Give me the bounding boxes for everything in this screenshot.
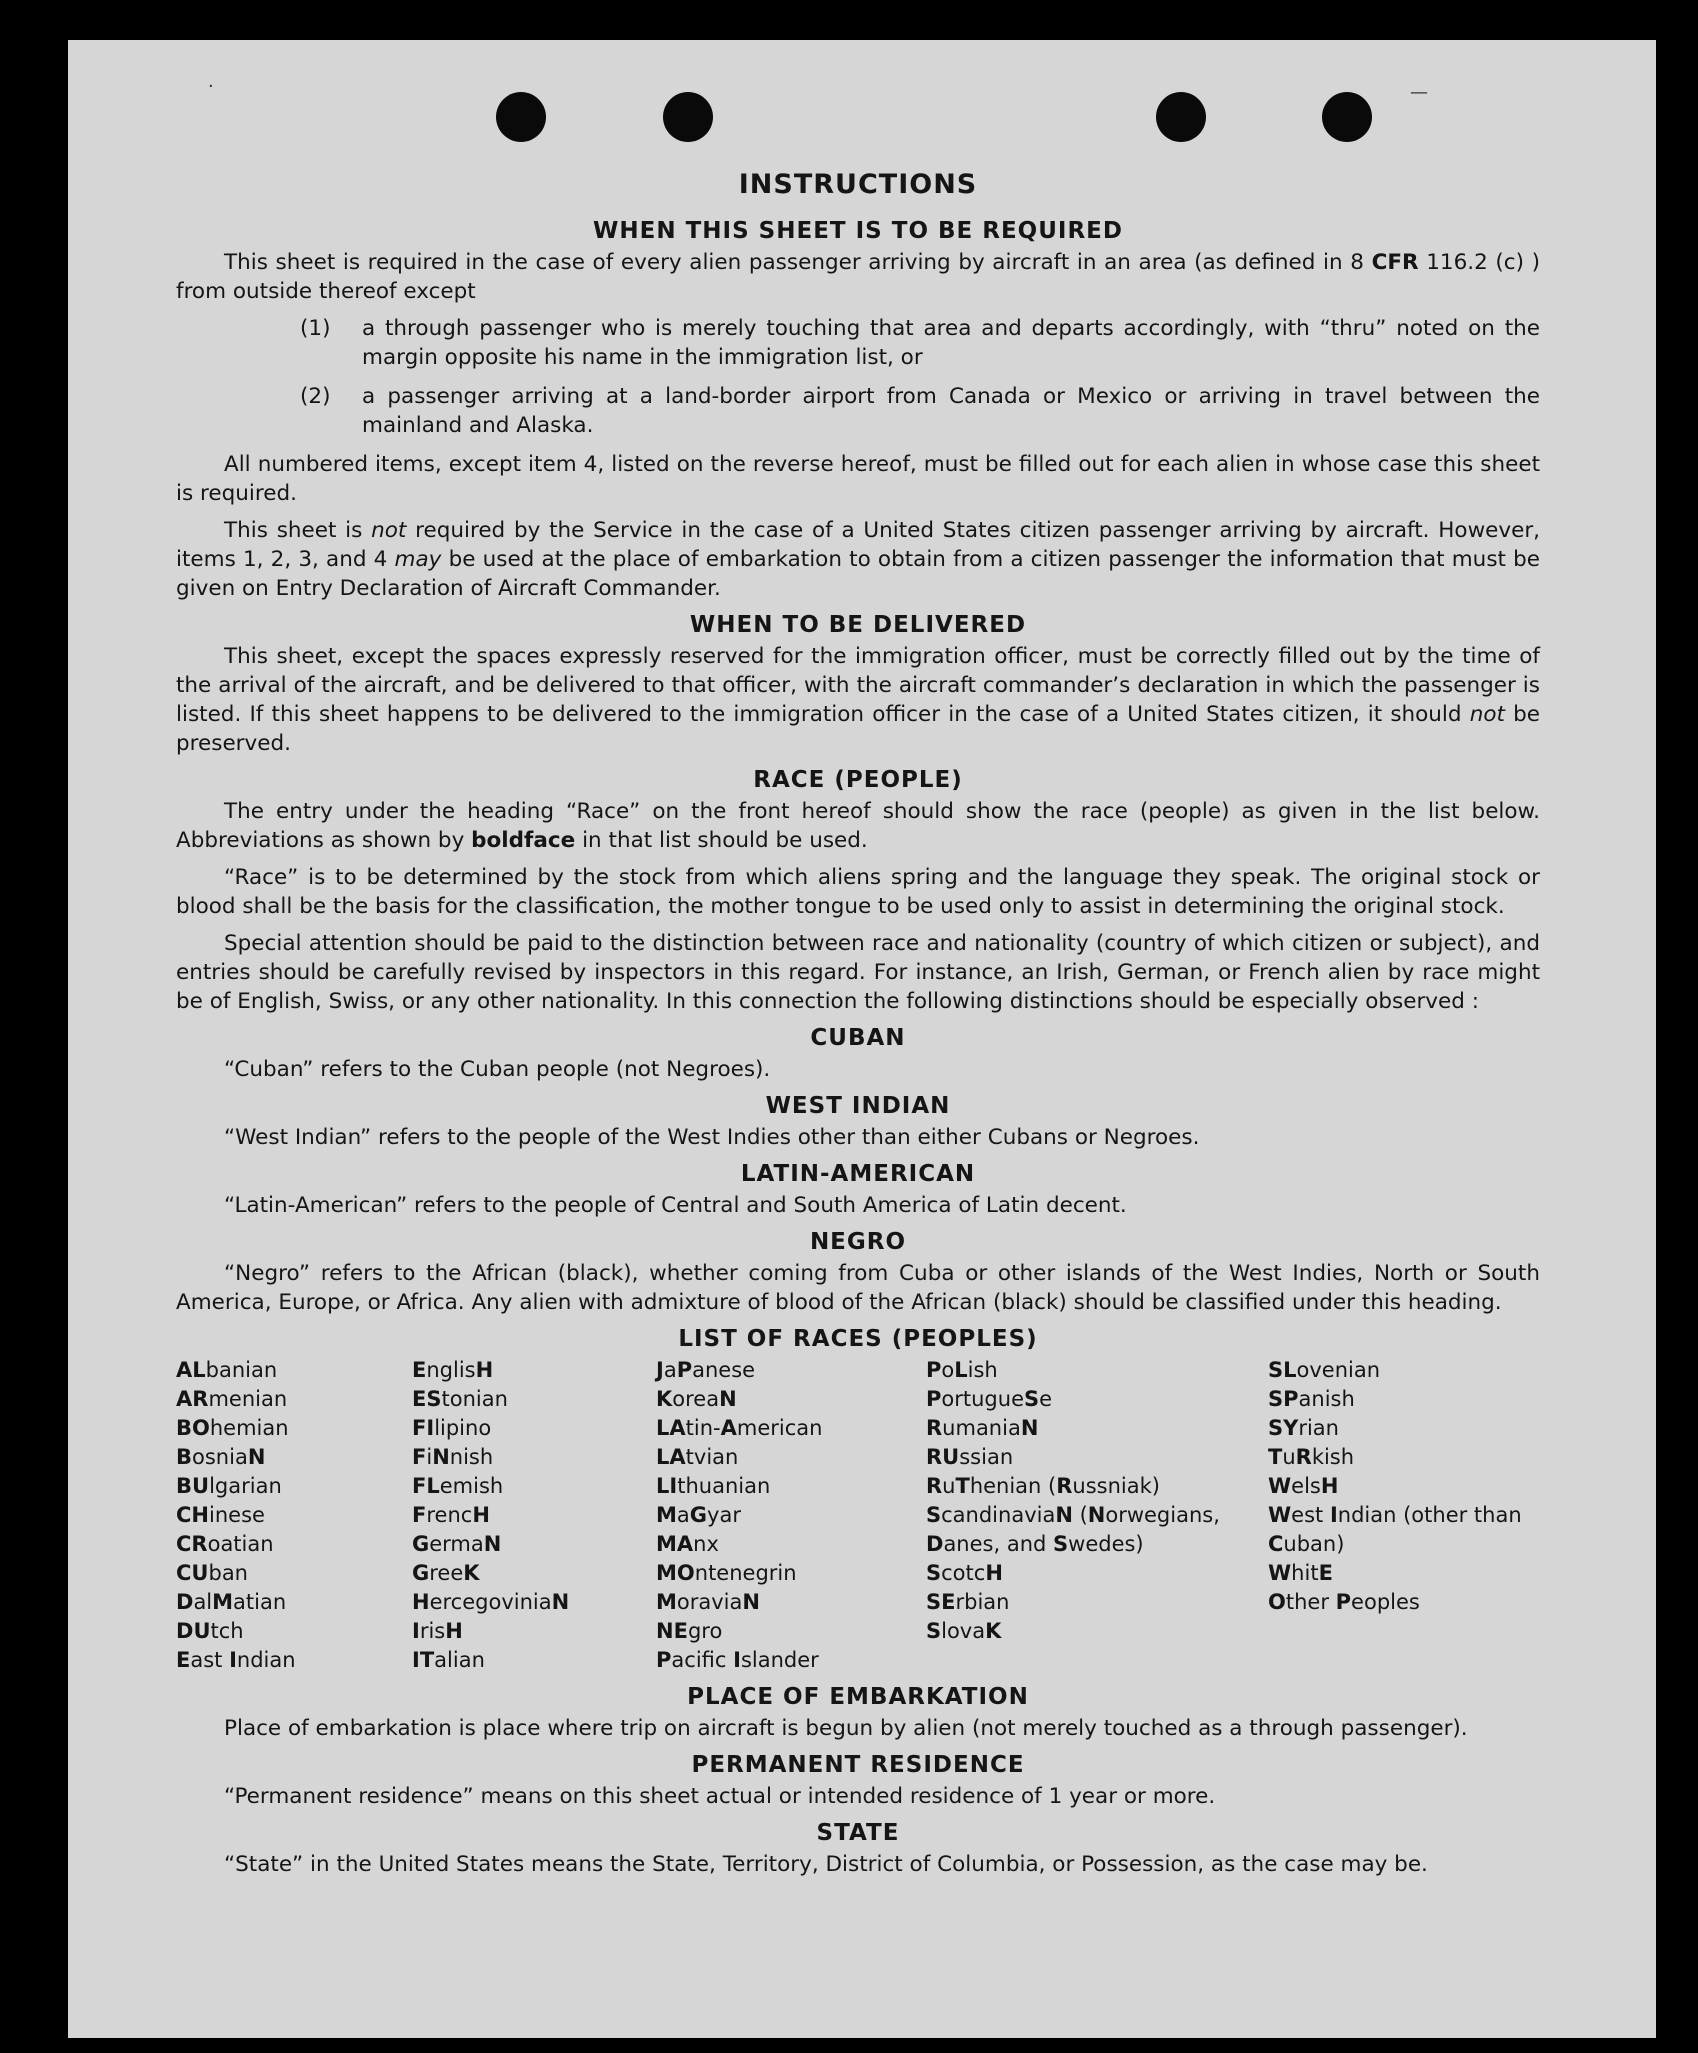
heading-cuban: CUBAN xyxy=(810,1025,906,1051)
heading-west-indian: WEST INDIAN xyxy=(765,1093,951,1119)
heading-delivered: WHEN TO BE DELIVERED xyxy=(689,612,1027,638)
citizen-paragraph: This sheet is not required by the Service in the case of a United States citizen passenger arriving by aircraft. However, items 1, 2, 3, and 4 may be used at the place of embarkation to obtain from a citizen passenger the information that must be given on Entry Declaration of Aircraft Commander. xyxy=(176,518,1541,601)
race-entry: WelsH xyxy=(1268,1474,1339,1498)
west-indian-text: “West Indian” refers to the people of the West Indies other than either Cubans or Negroes. xyxy=(224,1125,1200,1150)
punch-hole xyxy=(1156,92,1206,142)
race-entry: FIlipino xyxy=(412,1416,492,1440)
page-title: INSTRUCTIONS xyxy=(738,169,978,200)
race-entry: JaPanese xyxy=(656,1358,756,1382)
race-entry: LAtvian xyxy=(656,1445,739,1469)
speck-mark: · xyxy=(208,76,214,97)
race-entry: MAnx xyxy=(656,1532,719,1556)
heading-latin-american: LATIN-AMERICAN xyxy=(740,1161,976,1187)
negro-text: “Negro” refers to the African (black), whether coming from Cuba or other islands of the West Indies, North or South America, Europe, or Africa. Any alien with admixture of blood of the African (black) should be classified under this heading. xyxy=(176,1261,1540,1315)
race-entry: ScandinaviaN (Norwegians, Danes, and Swedes) xyxy=(926,1503,1220,1556)
race-entry: DUtch xyxy=(176,1619,244,1643)
race-entry: ITalian xyxy=(412,1648,485,1672)
race-entry: RUssian xyxy=(926,1445,1014,1469)
numbered-items-paragraph: All numbered items, except item 4, listed on the reverse hereof, must be filled out for each alien in whose case this sheet is required. xyxy=(176,452,1540,506)
race-entry: CHinese xyxy=(176,1503,265,1527)
race-entry: MoraviaN xyxy=(656,1590,760,1614)
heading-race: RACE (PEOPLE) xyxy=(753,767,963,793)
race-entry: EStonian xyxy=(412,1387,508,1411)
races-column xyxy=(412,1356,656,1675)
race-entry: FLemish xyxy=(412,1474,504,1498)
race-entry: NEgro xyxy=(656,1619,723,1643)
punch-hole xyxy=(496,92,546,142)
race-entry: Pacific Islander xyxy=(656,1648,819,1672)
punch-hole xyxy=(1322,92,1372,142)
race-entry: SYrian xyxy=(1268,1416,1339,1440)
races-list xyxy=(176,1356,1540,1675)
race-entry: SlovaK xyxy=(926,1619,1002,1643)
cuban-text: “Cuban” refers to the Cuban people (not Negroes). xyxy=(224,1057,771,1082)
state-text: “State” in the United States means the State, Territory, District of Columbia, or Possession, as the case may be. xyxy=(224,1852,1428,1877)
race-paragraph-3: Special attention should be paid to the distinction between race and nationality (country of which citizen or subject), and entries should be carefully revised by inspectors in this regard. For instance, an Irish, German, or French alien by race might be of English, Swiss, or any other nationality. In this connection the following distinctions should be especially observed : xyxy=(176,931,1540,1014)
latin-american-text: “Latin-American” refers to the people of Central and South America of Latin decent. xyxy=(224,1193,1127,1218)
exception-item-2: (2) a passenger arriving at a land-border airport from Canada or Mexico or arriving in travel between the mainland and Alaska. xyxy=(300,384,1540,438)
heading-embarkation: PLACE OF EMBARKATION xyxy=(687,1684,1029,1710)
race-entry: Other Peoples xyxy=(1268,1590,1420,1614)
race-entry: East Indian xyxy=(176,1648,296,1672)
punch-hole xyxy=(663,92,713,142)
instructions-content xyxy=(176,162,1540,1887)
race-entry: SLovenian xyxy=(1268,1358,1381,1382)
residence-text: “Permanent residence” means on this sheet actual or intended residence of 1 year or more. xyxy=(224,1784,1216,1809)
delivered-paragraph: This sheet, except the spaces expressly reserved for the immigration officer, must be correctly filled out by the time of the arrival of the aircraft, and be delivered to that officer, with the aircraft commander’s declaration in which the passenger is listed. If this sheet happens to be delivered to the immigration officer in the case of a United States citizen, it should not be preserved. xyxy=(176,644,1540,756)
race-entry: IrisH xyxy=(412,1619,463,1643)
race-entry: DalMatian xyxy=(176,1590,287,1614)
races-column xyxy=(176,1356,412,1675)
race-entry: BosniaN xyxy=(176,1445,266,1469)
heading-negro: NEGRO xyxy=(809,1229,907,1255)
race-entry: TuRkish xyxy=(1268,1445,1355,1469)
race-entry: EnglisH xyxy=(412,1358,494,1382)
document-page xyxy=(68,40,1656,2038)
race-entry: BOhemian xyxy=(176,1416,289,1440)
heading-residence: PERMANENT RESIDENCE xyxy=(691,1752,1025,1778)
race-entry: CUban xyxy=(176,1561,248,1585)
race-entry: RuThenian (Russniak) xyxy=(926,1474,1160,1498)
race-entry: LIthuanian xyxy=(656,1474,771,1498)
races-column xyxy=(656,1356,926,1675)
race-paragraph-2: “Race” is to be determined by the stock from which aliens spring and the language they speak. The original stock or blood shall be the basis for the classification, the mother tongue to be used only to assist in determining the original stock. xyxy=(176,865,1540,919)
required-intro: This sheet is required in the case of every alien passenger arriving by aircraft in an area (as defined in 8 CFR 116.2 (c) ) from outside thereof except xyxy=(176,250,1540,304)
races-column xyxy=(1268,1356,1538,1675)
races-column xyxy=(926,1356,1268,1675)
race-entry: ScotcH xyxy=(926,1561,1003,1585)
race-entry: WhitE xyxy=(1268,1561,1333,1585)
race-entry: ARmenian xyxy=(176,1387,288,1411)
heading-list-of-races: LIST OF RACES (PEOPLES) xyxy=(678,1326,1038,1352)
race-entry: MaGyar xyxy=(656,1503,741,1527)
race-entry: HercegoviniaN xyxy=(412,1590,570,1614)
exception-item-1: (1) a through passenger who is merely touching that area and departs accordingly, with “thru” noted on the margin opposite his name in the immigration list, or xyxy=(300,316,1540,370)
heading-state: STATE xyxy=(816,1820,900,1846)
heading-required: WHEN THIS SHEET IS TO BE REQUIRED xyxy=(593,218,1123,244)
race-entry: BUlgarian xyxy=(176,1474,282,1498)
race-entry: ALbanian xyxy=(176,1358,278,1382)
race-entry: RumaniaN xyxy=(926,1416,1039,1440)
race-entry: PoLish xyxy=(926,1358,998,1382)
embarkation-text: Place of embarkation is place where trip on aircraft is begun by alien (not merely touched as a through passenger). xyxy=(224,1716,1468,1741)
race-entry: GermaN xyxy=(412,1532,502,1556)
race-entry: SPanish xyxy=(1268,1387,1355,1411)
speck-mark: — xyxy=(1410,82,1428,103)
race-entry: CRoatian xyxy=(176,1532,274,1556)
race-entry: KoreaN xyxy=(656,1387,737,1411)
race-paragraph-1: The entry under the heading “Race” on the front hereof should show the race (people) as given in the list below. Abbreviations as shown by boldface in that list should be used. xyxy=(176,799,1540,853)
race-entry: FrencH xyxy=(412,1503,490,1527)
race-entry: LAtin-American xyxy=(656,1416,823,1440)
race-entry: GreeK xyxy=(412,1561,480,1585)
race-entry: MOntenegrin xyxy=(656,1561,797,1585)
race-entry: FiNnish xyxy=(412,1445,494,1469)
race-entry: West Indian (other than Cuban) xyxy=(1268,1503,1522,1556)
race-entry: SErbian xyxy=(926,1590,1010,1614)
race-entry: PortugueSe xyxy=(926,1387,1053,1411)
